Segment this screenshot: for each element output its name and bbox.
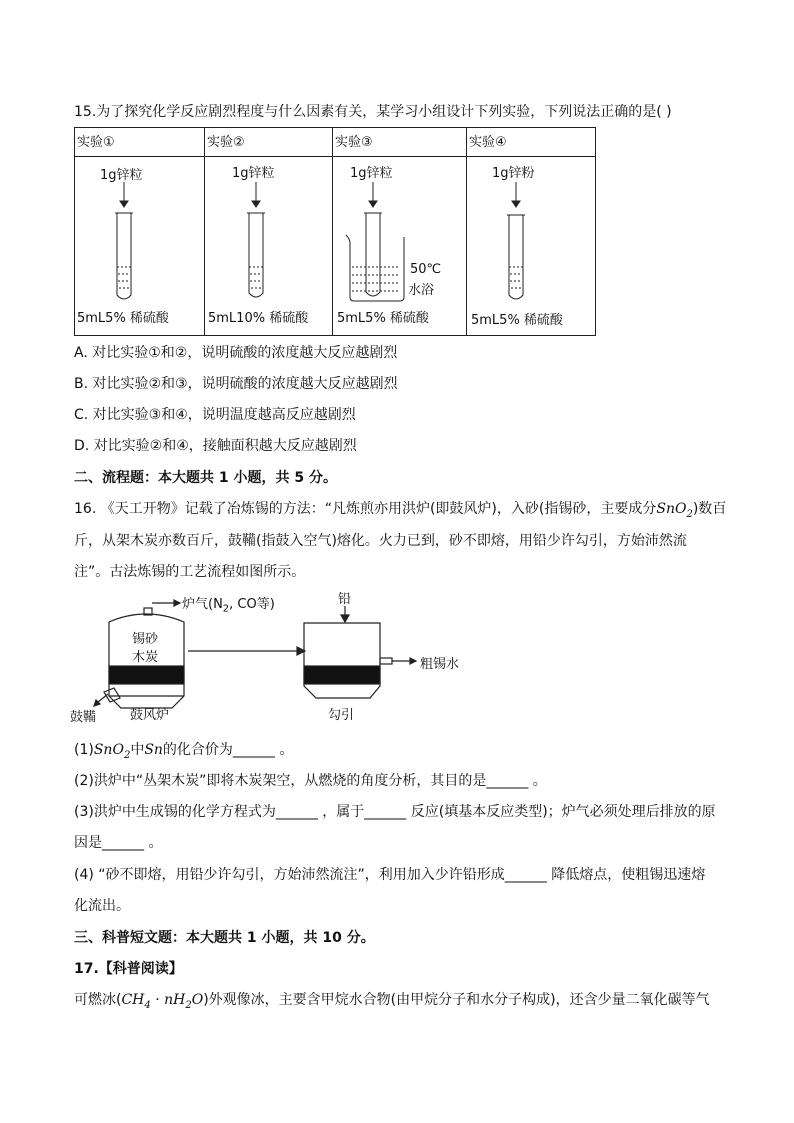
exp2-solution: 5mL10% 稀硫酸 [208,311,309,326]
q16-line-1-post: )数百 [692,501,727,517]
exp1-header: 实验① [77,135,115,150]
exp3-bath-temp: 50℃ [410,262,442,277]
q17-line-1: 可燃冰$(CH_4 \cdot nH_2O)$外观像冰，主要含甲烷水合物(由甲烷分子和水分子构成)，还含少量二氧化碳等气 [74,992,710,1011]
exp1-reagent: 1g锌粒 [100,168,143,183]
q16-line-3: 注”。古法炼锡的工艺流程如图所示。 [74,564,306,580]
q16-sub-4b: 化流出。 [74,898,130,914]
section-2-heading: 二、流程题：本大题共 1 小题，共 5 分。 [74,470,337,486]
q15-option-c: C. 对比实验③和④，说明温度越高反应越剧烈 [74,407,356,423]
exp2-header: 实验② [207,135,245,150]
tin-smelting-flow-diagram [60,586,480,726]
q17-title: 17.【科普阅读】 [74,961,183,977]
test-tube-1 [115,182,133,299]
q15-option-a: A. 对比实验①和②，说明硫酸的浓度越大反应越剧烈 [74,345,398,361]
q15-stem: 15.为了探究化学反应剧烈程度与什么因素有关，某学习小组设计下列实验，下列说法正确的是( ) [74,104,672,120]
exp4-solution: 5mL5% 稀硫酸 [471,313,563,328]
experiment-table-drawing [74,127,596,336]
q16-line-1-pre: 16. 《天工开物》记载了冶炼锡的方法：“凡炼煎亦用洪炉(即鼓风炉)，入砂(指锡砂，主要成分 [74,501,657,517]
exp2-reagent: 1g锌粒 [232,166,275,181]
test-tube-4 [507,182,525,299]
exp3-reagent: 1g锌粒 [350,166,393,181]
q16-formula-sno2: SnO [656,501,687,517]
exp1-solution: 5mL5% 稀硫酸 [77,311,169,326]
q16-line-2: 斤，从架木炭亦数百斤，鼓鞴(指鼓入空气)熔化。火力已到，砂不即熔，用铅少许勾引，方始沛然流 [74,533,687,549]
test-tube-3-water-bath [346,182,404,301]
test-tube-2 [247,182,265,297]
exp4-header: 实验④ [469,135,507,150]
q16-sub-2: (2)洪炉中“丛架木炭”即将木炭架空，从燃烧的角度分析，其目的是______ 。 [74,773,547,789]
lead-label: 铅 [338,592,352,607]
bellows-label: 鼓鞴 [70,710,97,725]
furnace-gas-label: 炉气($N_2$, CO等) [182,597,275,615]
vessel-name-label: 勾引 [328,708,355,723]
q15-option-b: B. 对比实验②和③，说明硫酸的浓度越大反应越剧烈 [74,376,398,392]
q16-sub-4a: (4) “砂不即熔，用铅少许勾引，方始沛然流注”，利用加入少许铅形成______ 降低熔点，使粗锡迅速熔 [74,867,706,883]
exp3-bath-label: 水浴 [408,283,435,298]
furnace-contents-top: 锡砂 [132,632,159,647]
exp3-header: 实验③ [335,135,373,150]
exp3-solution: 5mL5% 稀硫酸 [337,311,429,326]
experiment-table [74,127,596,336]
exp4-reagent: 1g锌粉 [492,166,535,181]
q15-option-d: D. 对比实验②和④，接触面积越大反应越剧烈 [74,438,357,454]
section-3-heading: 三、科普短文题：本大题共 1 小题，共 10 分。 [74,930,375,946]
q16-sub-3b: 因是______ 。 [74,835,163,851]
q16-formula-sub: 2 [686,508,693,520]
furnace-name-label: 鼓风炉 [130,708,170,723]
furnace-contents-mid: 木炭 [132,650,159,665]
q16-sub-1: (1)SnO$_2$中Sn的化合价为______ 。 [74,742,294,761]
crude-tin-label: 粗锡水 [420,657,460,672]
q16-line-1 [74,500,726,524]
q16-sub-3a: (3)洪炉中生成锡的化学方程式为______ ，属于______ 反应(填基本反应类型)；炉气必须处理后排放的原 [74,804,716,820]
